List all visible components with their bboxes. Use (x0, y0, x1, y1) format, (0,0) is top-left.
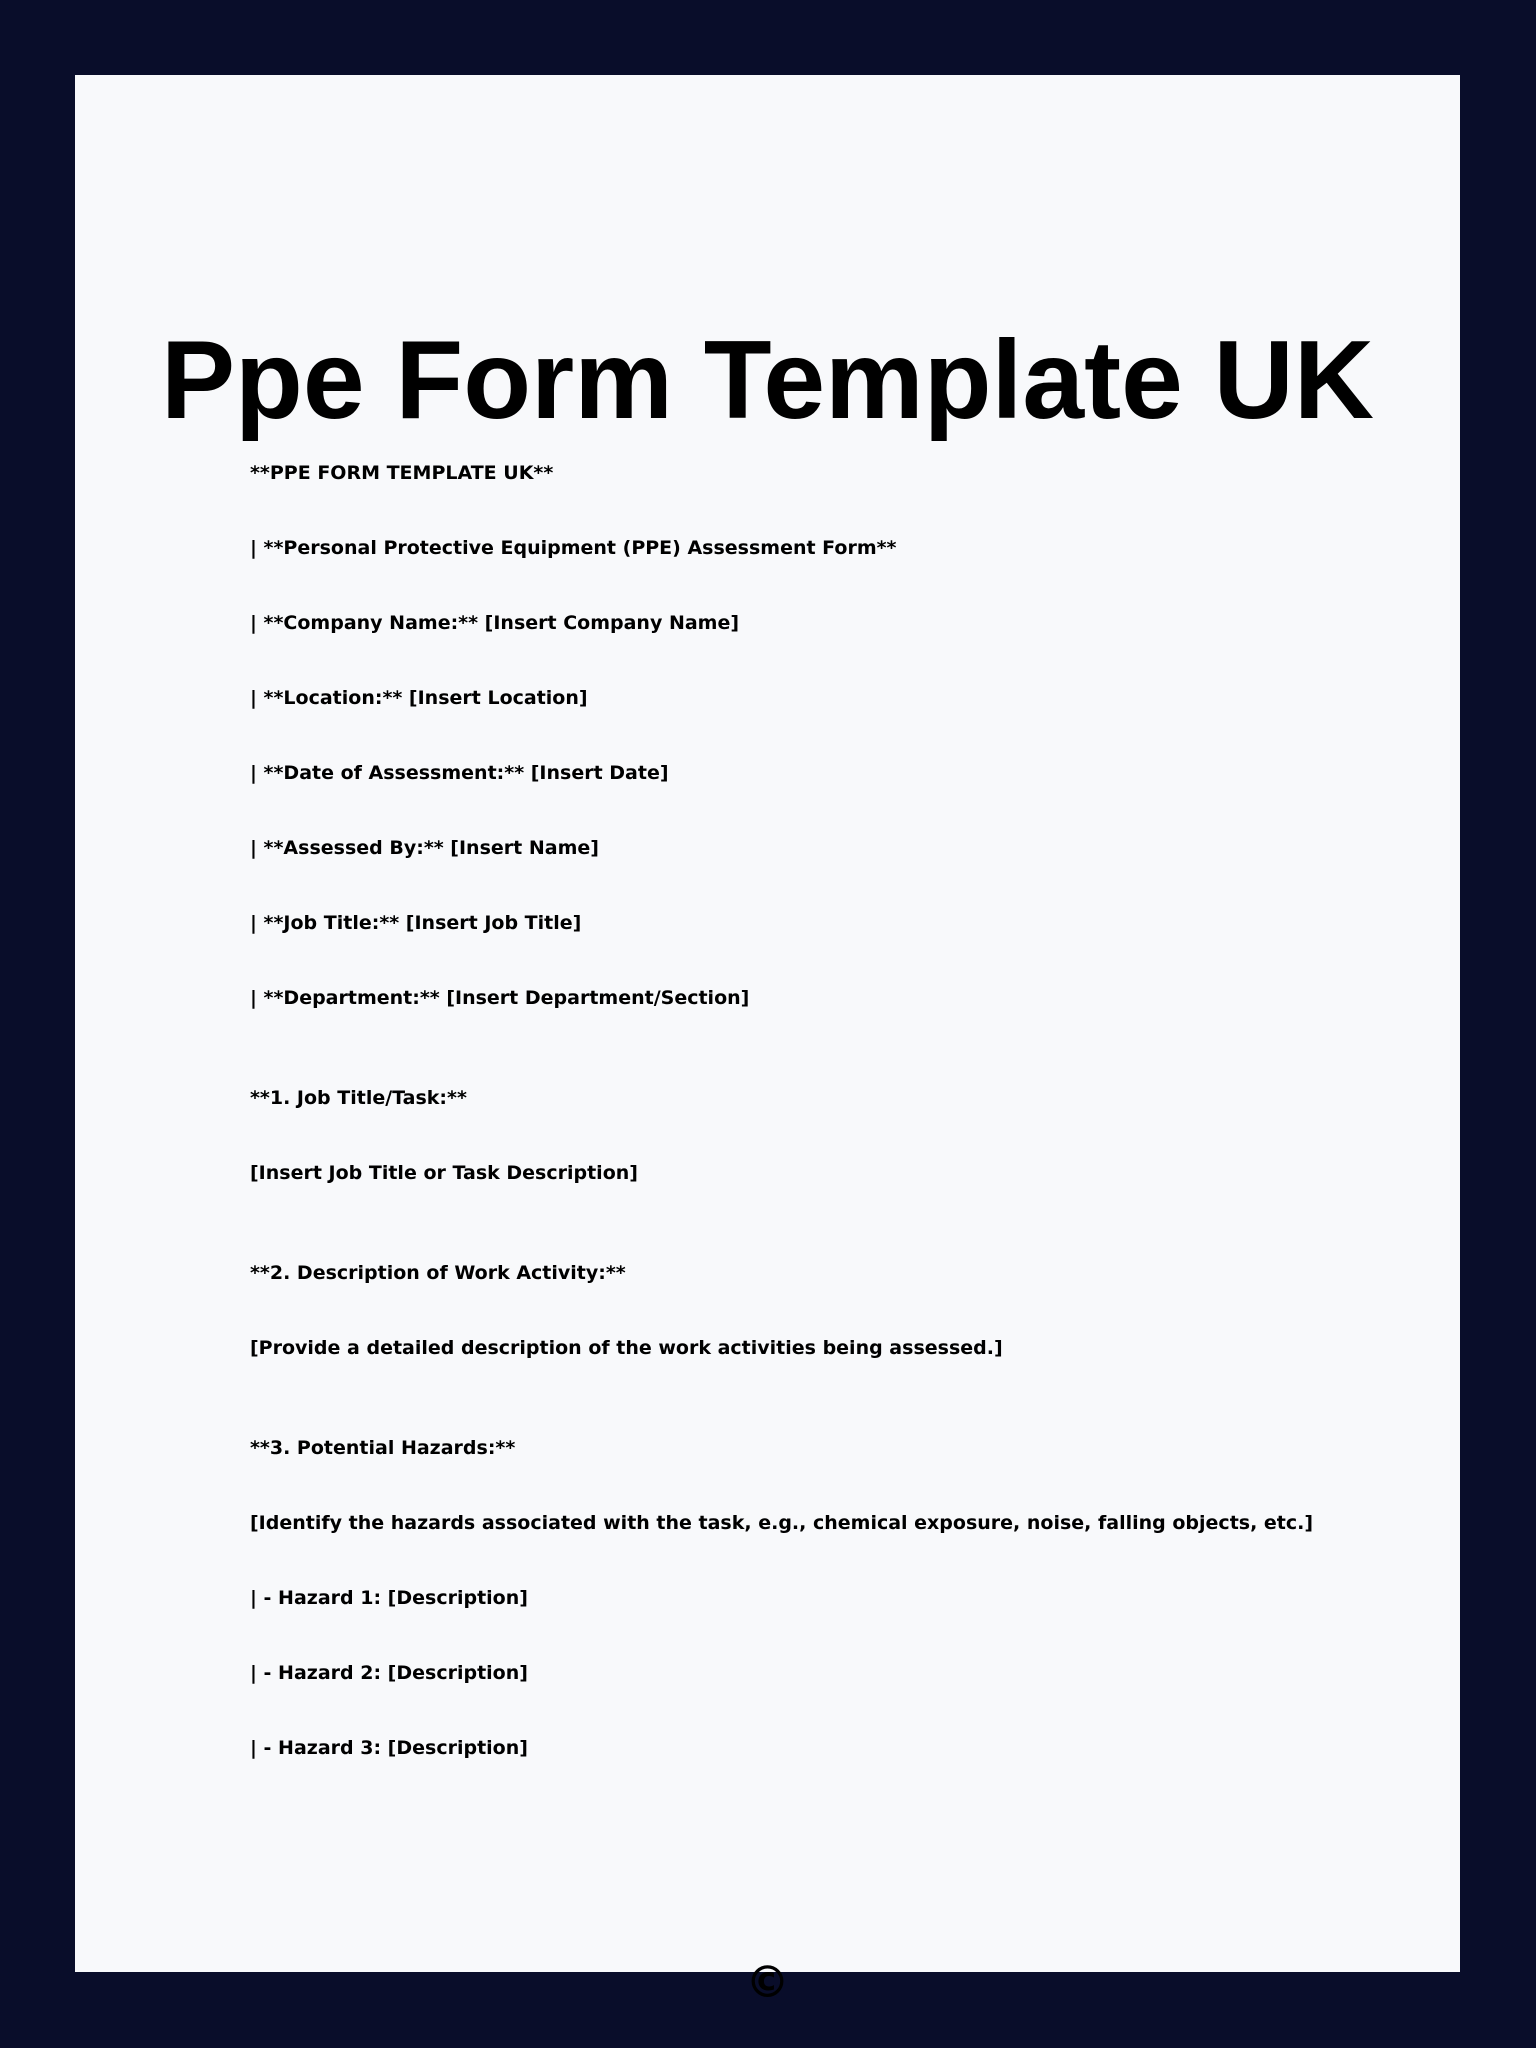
assessed-by-line: | **Assessed By:** [Insert Name] (250, 837, 599, 859)
form-subheading: | **Personal Protective Equipment (PPE) Assessment Form** (250, 537, 897, 559)
company-name-line: | **Company Name:** [Insert Company Name] (250, 612, 740, 634)
hazard-3-line: | - Hazard 3: [Description] (250, 1737, 528, 1759)
job-title-line: | **Job Title:** [Insert Job Title] (250, 912, 582, 934)
copyright-symbol: © (745, 1957, 790, 2008)
section-1-heading: **1. Job Title/Task:** (250, 1087, 467, 1109)
department-line: | **Department:** [Insert Department/Section] (250, 987, 750, 1009)
section-3-heading: **3. Potential Hazards:** (250, 1437, 516, 1459)
hazard-2-line: | - Hazard 2: [Description] (250, 1662, 528, 1684)
location-line: | **Location:** [Insert Location] (250, 687, 588, 709)
document-page (75, 75, 1460, 2008)
document-title: Ppe Form Template UK (161, 318, 1374, 442)
date-of-assessment-line: | **Date of Assessment:** [Insert Date] (250, 762, 669, 784)
section-2-heading: **2. Description of Work Activity:** (250, 1262, 626, 1284)
section-1-body: [Insert Job Title or Task Description] (250, 1162, 638, 1184)
form-heading: **PPE FORM TEMPLATE UK** (250, 462, 554, 484)
hazard-1-line: | - Hazard 1: [Description] (250, 1587, 528, 1609)
section-2-body: [Provide a detailed description of the work activities being assessed.] (250, 1337, 1003, 1359)
section-3-body: [Identify the hazards associated with the task, e.g., chemical exposure, noise, falling objects, etc.] (250, 1512, 1314, 1534)
